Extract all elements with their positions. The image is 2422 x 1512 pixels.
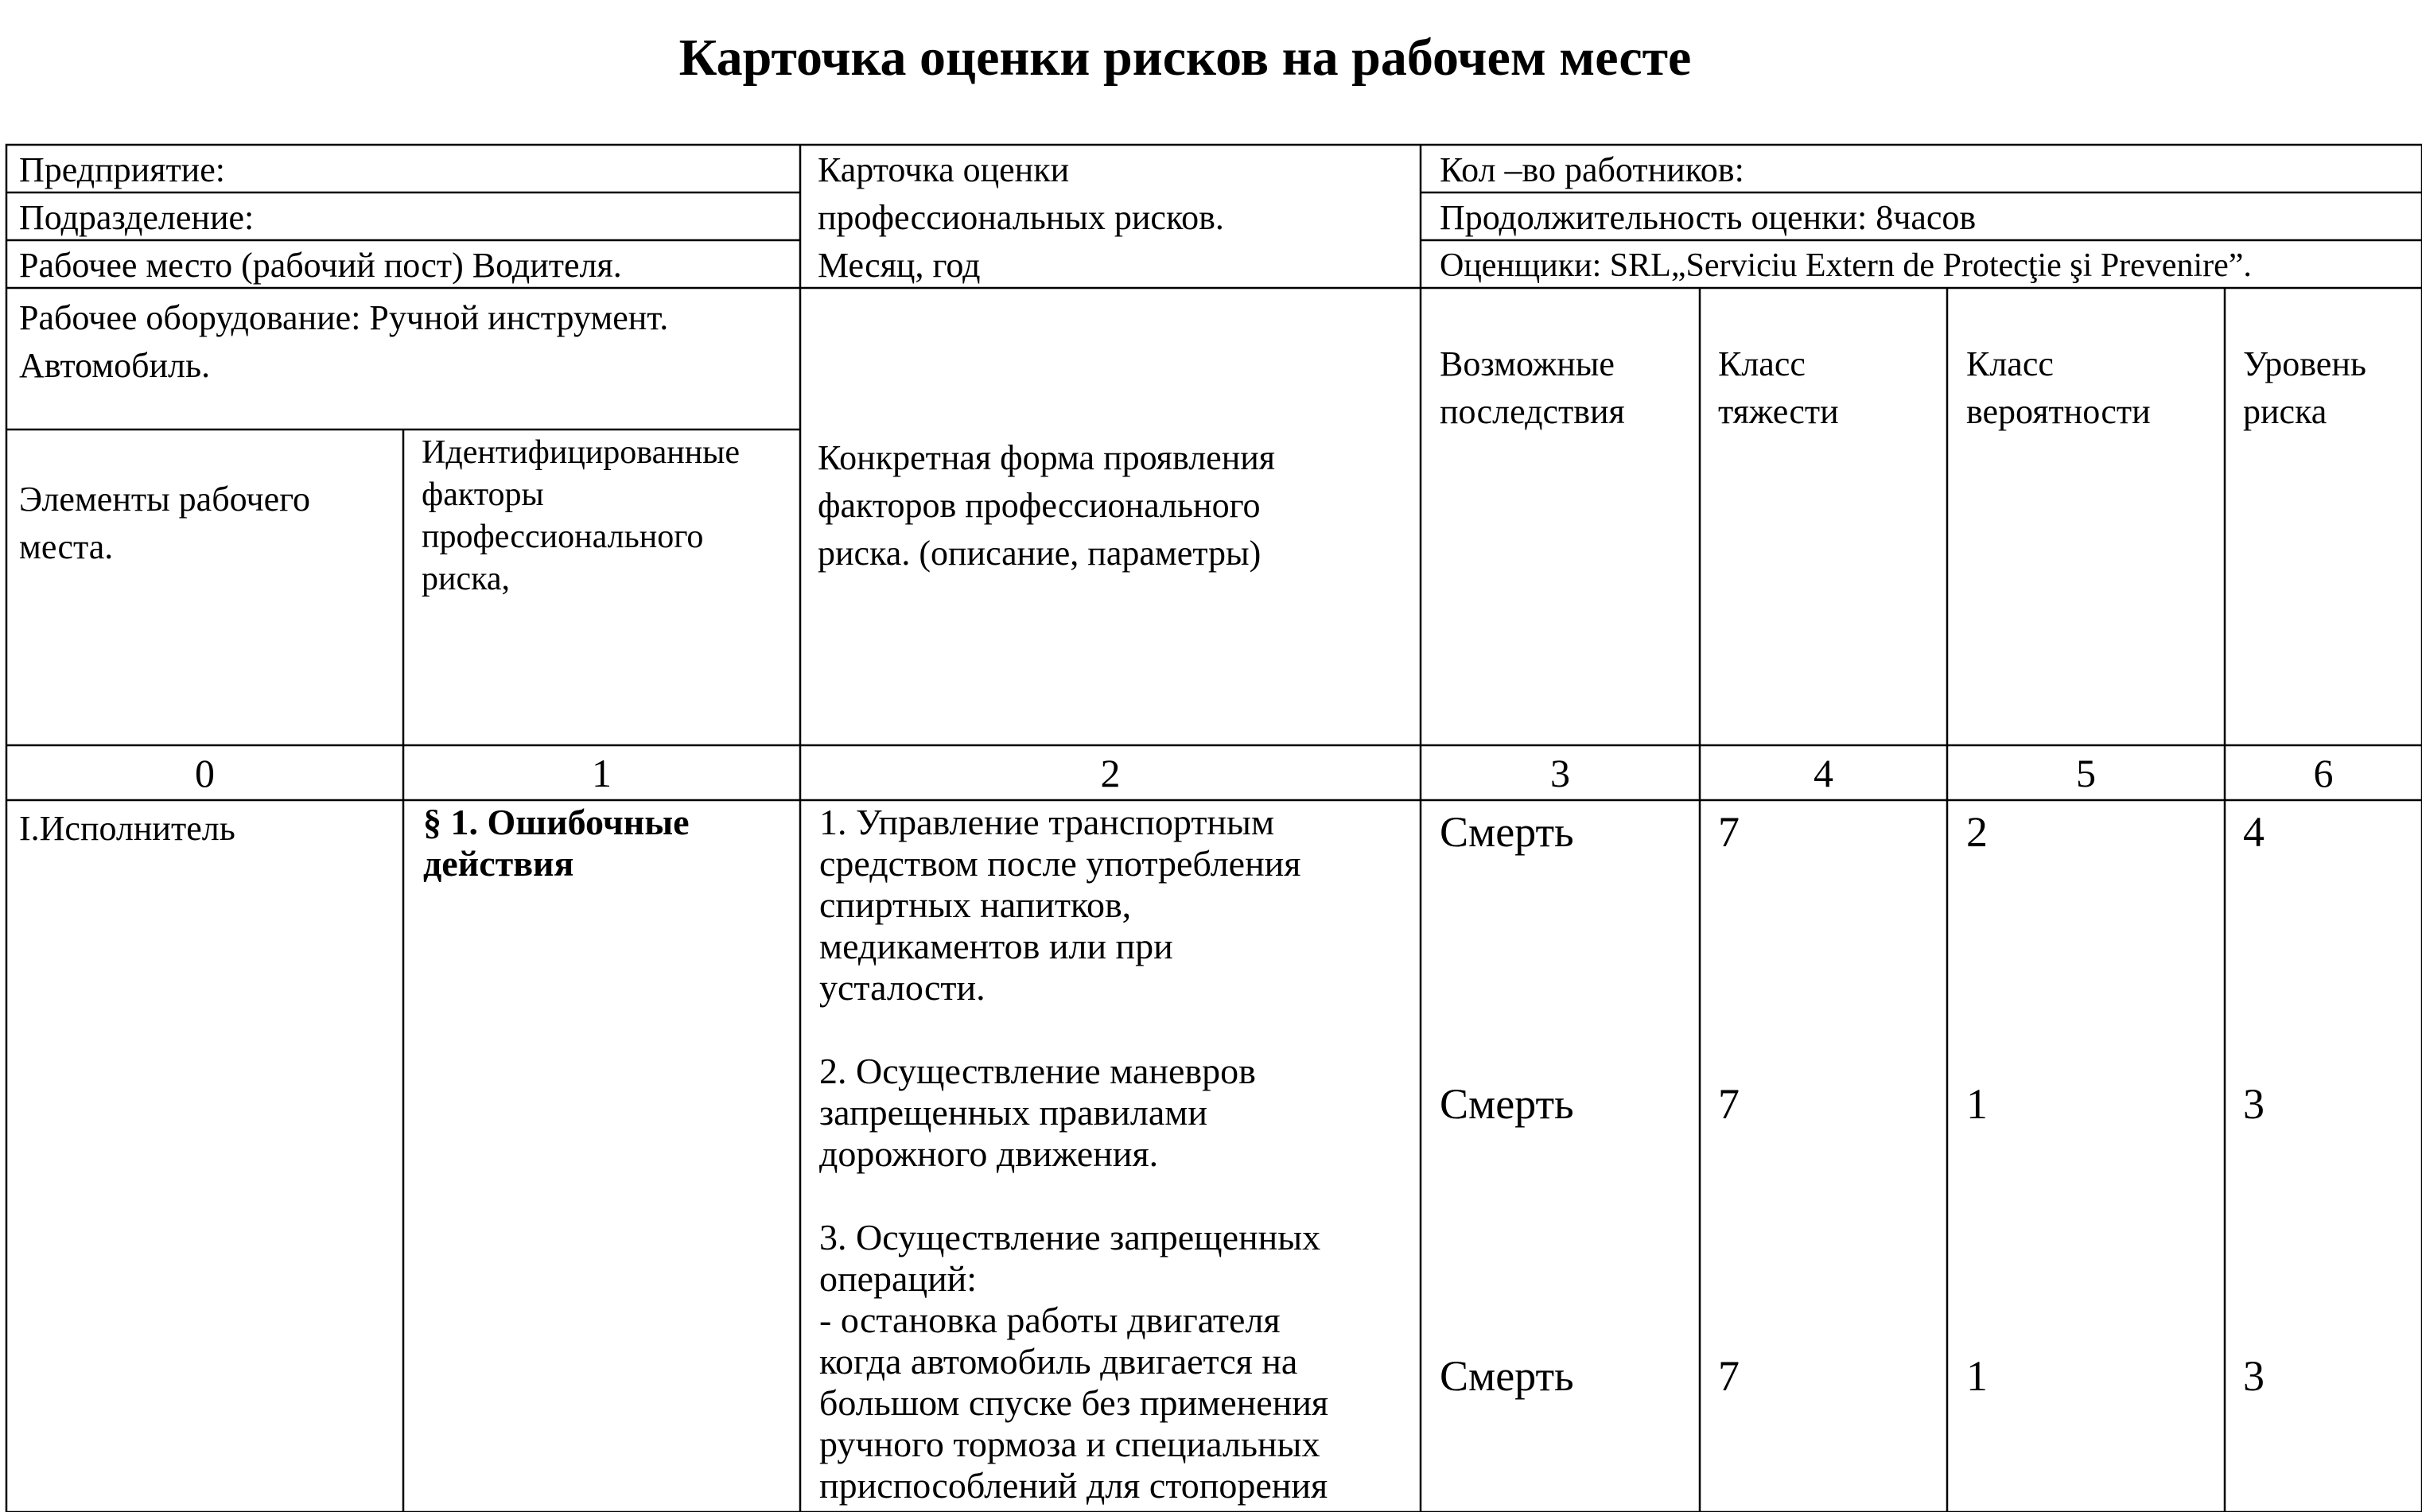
column-number: 2 [1100, 751, 1121, 795]
risk-consequence: Смерть [1440, 808, 1574, 856]
risk-description: 2. Осуществление маневров запрещенных правилами дорожного движения. [819, 1051, 1256, 1174]
risk-level: 3 [2243, 1352, 2265, 1400]
risk-description: 3. Осуществление запрещенных операций: - остановка работы двигателя когда автомобиль двигается на большом спуске без применения ручного тормоза и специальных приспособлений для стопорения [819, 1217, 1329, 1506]
duration-label: Продолжительность оценки: 8часов [1440, 198, 1977, 237]
risk-severity: 7 [1718, 1352, 1740, 1400]
risk-level: 3 [2243, 1080, 2265, 1128]
risk-probability: 2 [1966, 808, 1988, 856]
column-header-severity: Класс тяжести [1718, 344, 1839, 431]
subdivision-label: Подразделение: [19, 198, 255, 237]
column-number: 3 [1550, 751, 1570, 795]
column-header-form: Конкретная форма проявления факторов профессионального риска. (описание, параметры) [818, 438, 1276, 573]
column-number: 0 [195, 751, 215, 795]
risk-probability: 1 [1966, 1352, 1988, 1400]
column-header-elements: Элементы рабочего места. [19, 480, 311, 566]
workplace-label: Рабочее место (рабочий пост) Водителя. [19, 246, 622, 285]
employees-count-label: Кол –во работников: [1440, 150, 1744, 189]
enterprise-label: Предприятие: [19, 150, 225, 189]
risk-severity: 7 [1718, 1080, 1740, 1128]
card-title-label: Карточка оценки профессиональных рисков. Месяц, год [818, 150, 1224, 285]
risk-consequence: Смерть [1440, 1080, 1574, 1128]
assessors-label: Оценщики: SRL„Serviciu Extern de Protecţie şi Prevenire”. [1440, 247, 2252, 284]
risk-probability: 1 [1966, 1080, 1988, 1128]
section-element: I.Исполнитель [19, 809, 235, 848]
column-number: 5 [2076, 751, 2096, 795]
section-factor: § 1. Ошибочные действия [423, 802, 690, 884]
column-header-consequences: Возможные последствия [1440, 344, 1625, 431]
risk-description: 1. Управление транспортным средством после употребления спиртных напитков, медикаментов или при усталости. [819, 802, 1301, 1008]
column-header-risk-level: Уровень риска [2243, 344, 2366, 431]
equipment-label: Рабочее оборудование: Ручной инструмент. Автомобиль. [19, 298, 669, 385]
risk-level: 4 [2243, 808, 2265, 856]
column-number: 4 [1814, 751, 1833, 795]
risk-consequence: Смерть [1440, 1352, 1574, 1400]
column-number: 1 [592, 751, 612, 795]
column-header-factors: Идентифицированные факторы профессионального риска, [422, 434, 741, 597]
column-header-probability: Класс вероятности [1966, 344, 2151, 431]
risk-severity: 7 [1718, 808, 1740, 856]
column-number: 6 [2313, 751, 2334, 795]
page-title: Карточка оценки рисков на рабочем месте [678, 29, 1692, 87]
